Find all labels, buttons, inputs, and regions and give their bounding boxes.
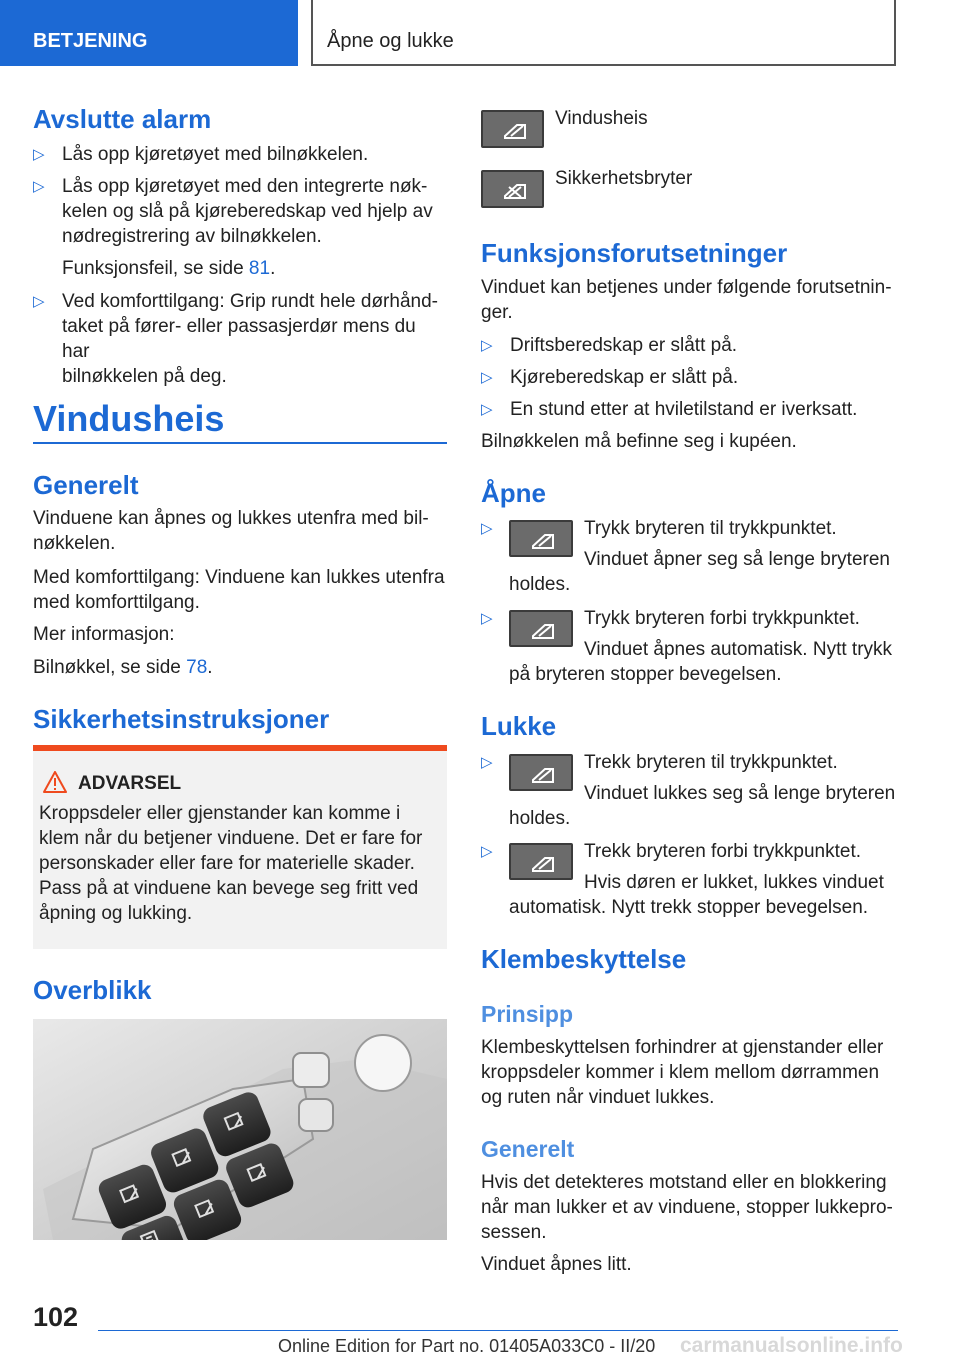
list-item xyxy=(33,174,447,281)
list-item-text: Vinduet åpnes automatisk. Nytt trykk xyxy=(584,639,893,660)
text-line: ger. xyxy=(481,302,513,323)
paragraph xyxy=(33,506,447,556)
window-switch-icon xyxy=(509,754,573,791)
window-switch-glyph xyxy=(511,845,575,882)
warning-text xyxy=(39,801,441,926)
paragraph xyxy=(481,275,897,325)
period: . xyxy=(270,258,276,279)
reference-text: Bilnøkkel, se side xyxy=(33,657,187,678)
safety-switch-glyph xyxy=(483,172,546,210)
bullet-icon: ▷ xyxy=(33,293,45,310)
bullet-icon: ▷ xyxy=(481,610,493,627)
list-item-text: bilnøkkelen på deg. xyxy=(62,366,227,387)
window-switch-icon xyxy=(509,610,573,647)
list-item-text: Vinduet lukkes seg så lenge bryteren xyxy=(584,783,896,804)
heading-lukke: Lukke xyxy=(481,711,557,741)
window-switch-glyph xyxy=(511,612,575,649)
heading-overblikk: Overblikk xyxy=(33,975,152,1005)
window-switches-photo xyxy=(33,1019,447,1240)
section-title: Åpne og lukke xyxy=(311,0,896,66)
list-item xyxy=(33,289,447,389)
list-item-text: på bryteren stopper bevegelsen. xyxy=(509,664,782,685)
text-line: når man lukker et av vinduene, stopper lukkepro- xyxy=(481,1197,893,1218)
heading-avslutte-alarm: Avslutte alarm xyxy=(33,104,212,134)
list-item-text: Trykk bryteren til trykkpunktet. xyxy=(584,518,837,539)
paragraph: Vinduet åpnes litt. xyxy=(481,1254,632,1275)
page-header xyxy=(0,0,960,66)
paragraph: Mer informasjon: xyxy=(33,624,175,645)
heading-forutsetninger: Funksjonsforutsetninger xyxy=(481,238,788,268)
list-item-text: Ved komforttilgang: Grip rundt hele dørhånd- xyxy=(62,291,438,312)
page-number: 102 xyxy=(33,1302,79,1332)
text-line: Vinduene kan åpnes og lukkes utenfra med bil- xyxy=(33,508,429,529)
list-item xyxy=(481,333,897,358)
page-link[interactable]: 81 xyxy=(248,258,271,279)
bullet-icon: ▷ xyxy=(481,401,493,418)
window-switch-icon xyxy=(509,520,573,557)
warning-box xyxy=(33,745,447,949)
footer-divider xyxy=(98,1330,898,1331)
heading-generelt: Generelt xyxy=(33,470,139,500)
warning-header xyxy=(39,771,441,796)
text-line: Med komforttilgang: Vinduene kan lukkes utenfra xyxy=(33,567,445,588)
window-switch-icon xyxy=(481,110,544,148)
heading-klembeskyttelse: Klembeskyttelse xyxy=(481,944,687,974)
list-item-text: taket på fører- eller passasjerdør mens du har xyxy=(62,316,416,362)
text-line: kroppsdeler kommer i klem mellom dørrammen xyxy=(481,1062,880,1083)
text-line: klem når du betjener vinduene. Det er fare for xyxy=(39,828,423,849)
paragraph xyxy=(481,1035,897,1110)
text-line: personskader eller fare for materielle skader. xyxy=(39,853,415,874)
paragraph: Bilnøkkelen må befinne seg i kupéen. xyxy=(481,431,797,452)
list-item-text: Trekk bryteren forbi trykkpunktet. xyxy=(584,841,862,862)
subheading-prinsipp: Prinsipp xyxy=(481,1001,574,1027)
window-switch-glyph xyxy=(511,522,575,559)
bullet-icon: ▷ xyxy=(33,146,45,163)
page-reference xyxy=(33,655,213,680)
text-line: Klembeskyttelsen forhindrer at gjenstander eller xyxy=(481,1037,884,1058)
bullet-icon: ▷ xyxy=(481,754,493,771)
window-switch-icon xyxy=(509,843,573,880)
period: . xyxy=(207,657,213,678)
bullet-icon: ▷ xyxy=(481,337,493,354)
chapter-tab: BETJENING xyxy=(0,0,298,66)
list-item xyxy=(33,142,447,167)
text-line: og ruten når vinduet lukkes. xyxy=(481,1087,715,1108)
list-item-text: Trekk bryteren til trykkpunktet. xyxy=(584,752,838,773)
text-line: sessen. xyxy=(481,1222,547,1243)
paragraph xyxy=(33,565,447,615)
list-item xyxy=(481,397,897,422)
list-item-text: Kjøreberedskap er slått på. xyxy=(510,367,739,388)
bullet-icon: ▷ xyxy=(481,520,493,537)
heading-sikkerhet: Sikkerhetsinstruksjoner xyxy=(33,704,330,734)
heading-underline xyxy=(33,442,447,444)
legend-label: Sikkerhetsbryter xyxy=(555,168,693,189)
legend-label: Vindusheis xyxy=(555,108,648,129)
safety-switch-icon xyxy=(481,170,544,208)
bullet-icon: ▷ xyxy=(33,178,45,195)
bullet-icon: ▷ xyxy=(481,843,493,860)
reference-text: Funksjonsfeil, se side xyxy=(62,258,249,279)
list-item-text: automatisk. Nytt trekk stopper bevegelsen. xyxy=(509,897,869,918)
text-line: Kroppsdeler eller gjenstander kan komme i xyxy=(39,803,401,824)
text-line: åpning og lukking. xyxy=(39,903,193,924)
list-item-text: nødregistrering av bilnøkkelen. xyxy=(62,226,322,247)
window-switch-glyph xyxy=(511,756,575,793)
edition-info: Online Edition for Part no. 01405A033C0 - II/20 xyxy=(278,1336,656,1356)
text-line: med komforttilgang. xyxy=(33,592,200,613)
text-line: Hvis det detekteres motstand eller en blokkering xyxy=(481,1172,887,1193)
text-line: Pass på at vinduene kan bevege seg fritt ved xyxy=(39,878,419,899)
list-item-text: En stund etter at hviletilstand er iverksatt. xyxy=(510,399,858,420)
page-link[interactable]: 78 xyxy=(186,657,208,678)
list-item-text: holdes. xyxy=(509,808,571,829)
page-reference xyxy=(33,256,447,281)
list-item-text: Lås opp kjøretøyet med den integrerte nøk- xyxy=(62,176,428,197)
list-item-text: Driftsberedskap er slått på. xyxy=(510,335,738,356)
text-line: nøkkelen. xyxy=(33,533,116,554)
list-item-text: Vinduet åpner seg så lenge bryteren xyxy=(584,549,890,570)
window-switch-glyph xyxy=(483,112,546,150)
warning-triangle-icon xyxy=(43,771,67,793)
list-item-text: holdes. xyxy=(509,574,571,595)
text-line: Vinduet kan betjenes under følgende forutsetnin- xyxy=(481,277,892,298)
bullet-icon: ▷ xyxy=(481,369,493,386)
heading-vindusheis: Vindusheis xyxy=(33,398,225,439)
list-item xyxy=(481,365,897,390)
list-item-text: kelen og slå på kjøreberedskap ved hjelp av xyxy=(62,201,433,222)
list-item-text: Trykk bryteren forbi trykkpunktet. xyxy=(584,608,860,629)
paragraph xyxy=(481,1170,897,1245)
list-item-text: Lås opp kjøretøyet med bilnøkkelen. xyxy=(62,144,369,165)
heading-apne: Åpne xyxy=(481,478,546,508)
list-item-text: Hvis døren er lukket, lukkes vinduet xyxy=(584,872,884,893)
watermark: carmanualsonline.info xyxy=(680,1334,903,1357)
subheading-generelt: Generelt xyxy=(481,1136,575,1162)
warning-title: ADVARSEL xyxy=(78,773,182,794)
